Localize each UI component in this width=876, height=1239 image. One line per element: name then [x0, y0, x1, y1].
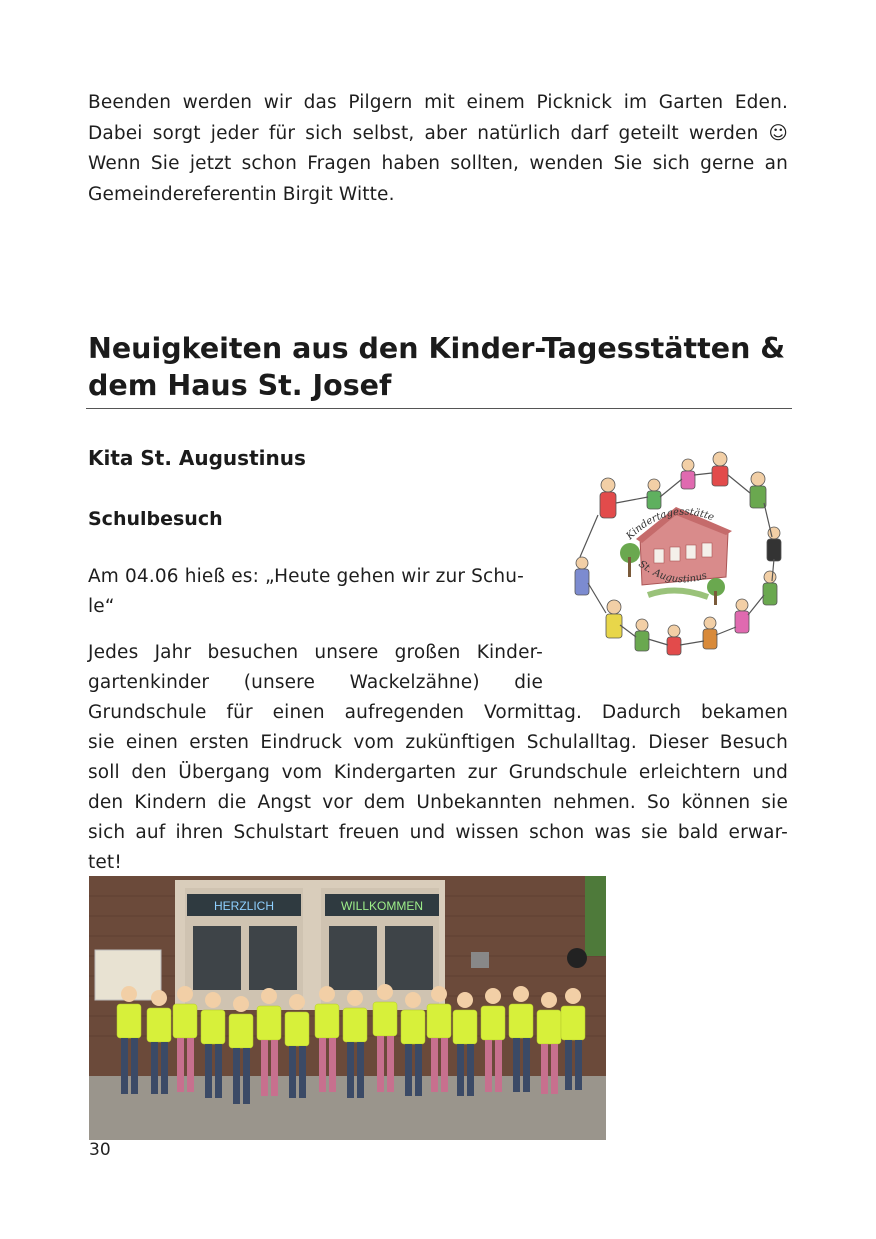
para1-line: Am 04.06 hieß es: „Heute gehen wir zur Schu- — [88, 566, 524, 587]
para2-line: sich auf ihren Schulstart freuen und wissen schon was sie bald erwar- — [88, 822, 788, 843]
article-subheading: Schulbesuch — [88, 508, 223, 530]
para2-line: gartenkinder (unsere Wackelzähne) die — [88, 672, 543, 693]
section-title-line2: dem Haus St. Josef — [88, 369, 392, 402]
sign-willkommen: WILLKOMMEN — [340, 899, 424, 913]
page-number: 30 — [89, 1140, 111, 1160]
para2-line: soll den Übergang vom Kindergarten zur Grundschule erleichtern und — [88, 762, 788, 783]
section-title — [88, 330, 793, 404]
article-paragraph-2 — [88, 638, 788, 878]
kita-logo — [558, 445, 790, 667]
para2-line: den Kindern die Angst vor dem Unbekannten nehmen. So können sie — [88, 792, 788, 813]
logo-text-bottom: St. Augustinus — [636, 558, 709, 586]
para2-line: Jedes Jahr besuchen unsere großen Kinder- — [88, 642, 543, 663]
school-visit-photo — [89, 876, 606, 1140]
kita-heading: Kita St. Augustinus — [88, 446, 306, 470]
para1-line: le“ — [88, 596, 115, 617]
para2-line: sie einen ersten Eindruck vom zukünftigen Schulalltag. Dieser Besuch — [88, 732, 788, 753]
article-paragraph-1 — [88, 562, 543, 622]
intro-line: Wenn Sie jetzt schon Fragen haben sollten, wenden Sie sich gerne an — [88, 153, 788, 174]
sign-herzlich: HERZLICH — [213, 899, 275, 913]
para2-line: tet! — [88, 852, 122, 873]
intro-line: Dabei sorgt jeder für sich selbst, aber natürlich darf geteilt werden ☺ — [88, 122, 788, 144]
section-title-line1: Neuigkeiten aus den Kinder-Tagesstätten & — [88, 332, 786, 365]
intro-line: Gemeindereferentin Birgit Witte. — [88, 183, 395, 205]
section-divider — [86, 408, 792, 409]
para2-line: Grundschule für einen aufregenden Vormittag. Dadurch bekamen — [88, 702, 788, 723]
intro-line: Beenden werden wir das Pilgern mit einem Picknick im Garten Eden. — [88, 92, 788, 113]
intro-paragraph — [88, 88, 788, 210]
logo-text-top: Kindertagesstätte — [624, 506, 716, 543]
house-illustration — [620, 507, 732, 605]
